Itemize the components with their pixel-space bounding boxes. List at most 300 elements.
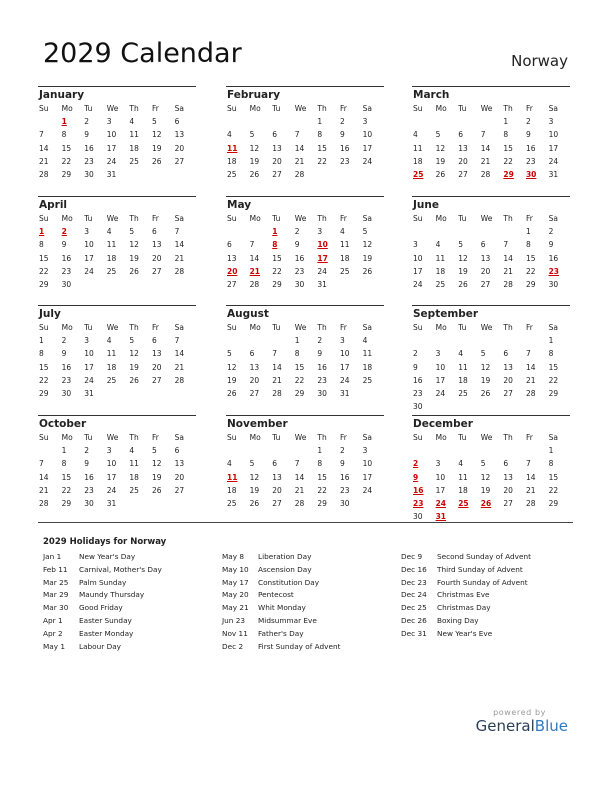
day-cell: 8	[61, 459, 67, 469]
weekday-header: Tu	[84, 104, 93, 113]
day-cell: 26	[435, 169, 446, 179]
weekday-header: Mo	[435, 104, 447, 113]
day-cell: 25	[129, 156, 139, 166]
holiday-day-cell: 25	[458, 498, 469, 508]
day-cell: 21	[525, 485, 536, 495]
weekday-header: Sa	[174, 214, 184, 223]
holiday-row	[222, 564, 340, 577]
day-cell: 17	[339, 362, 350, 372]
day-cell: 24	[317, 266, 327, 276]
day-cell: 26	[362, 266, 373, 276]
holiday-date: Jun 23	[222, 615, 246, 625]
weekday-header: Sa	[548, 323, 558, 332]
weekday-header: Su	[413, 214, 423, 223]
holiday-row	[222, 641, 340, 654]
holiday-name: Father's Day	[258, 628, 304, 638]
holiday-date: Nov 11	[222, 628, 248, 638]
holiday-row	[222, 615, 340, 628]
day-cell: 22	[548, 375, 559, 385]
holiday-row	[401, 615, 531, 628]
holiday-date: Apr 1	[43, 615, 63, 625]
month-may	[226, 196, 384, 291]
day-cell: 18	[362, 362, 373, 372]
weekday-header: We	[294, 214, 307, 223]
empty-cell	[294, 444, 317, 457]
day-cell: 27	[272, 498, 282, 508]
day-cell: 12	[129, 240, 139, 250]
day-cell: 17	[362, 143, 373, 153]
day-cell: 29	[317, 498, 327, 508]
day-cell: 13	[272, 143, 282, 153]
day-cell: 5	[480, 459, 486, 469]
holiday-row	[222, 628, 340, 641]
holiday-day-cell: 8	[272, 240, 278, 250]
day-cell: 7	[249, 240, 255, 250]
day-cell: 17	[435, 375, 446, 385]
day-cell: 16	[525, 143, 536, 153]
weekday-header: Th	[317, 433, 327, 442]
day-cell: 9	[61, 240, 67, 250]
holiday-date: May 10	[222, 564, 249, 574]
empty-cell	[525, 334, 548, 347]
holiday-day-cell: 26	[480, 498, 492, 508]
empty-cell	[435, 334, 458, 347]
weekday-header: Tu	[84, 323, 93, 332]
weekday-header: Tu	[458, 323, 467, 332]
day-cell: 17	[106, 472, 117, 482]
weekday-header: Tu	[458, 104, 467, 113]
day-cell: 30	[548, 279, 559, 289]
day-cell: 21	[525, 375, 536, 385]
month-name: December	[413, 418, 473, 430]
holiday-row	[401, 577, 531, 590]
holiday-name: First Sunday of Advent	[258, 641, 341, 651]
day-cell: 28	[272, 388, 282, 398]
day-cell: 26	[151, 156, 162, 166]
day-cell: 26	[227, 388, 237, 398]
day-cell: 25	[227, 498, 237, 508]
day-cell: 3	[317, 227, 323, 237]
weekday-header: Sa	[362, 323, 372, 332]
day-cell: 22	[294, 375, 305, 385]
day-cell: 10	[106, 130, 117, 140]
weekday-header: Su	[413, 104, 423, 113]
weekday-header: Fr	[525, 104, 533, 113]
day-cell: 21	[39, 485, 49, 495]
day-cell: 17	[435, 485, 446, 495]
holiday-date: Mar 25	[43, 577, 69, 587]
day-cell: 28	[294, 498, 305, 508]
day-cell: 5	[249, 459, 255, 469]
day-cell: 4	[227, 459, 232, 469]
day-cell: 21	[39, 156, 49, 166]
month-rule	[38, 86, 196, 87]
weekday-header: Mo	[61, 104, 73, 113]
weekday-header: Su	[227, 433, 237, 442]
day-cell: 2	[413, 349, 418, 359]
day-cell: 24	[84, 266, 94, 276]
day-cell: 16	[61, 362, 72, 372]
day-cell: 11	[435, 253, 446, 263]
day-cell: 28	[39, 498, 49, 508]
holiday-date: Mar 30	[43, 603, 69, 613]
day-cell: 31	[548, 169, 559, 179]
day-cell: 5	[129, 227, 135, 237]
day-cell: 3	[106, 446, 112, 456]
holiday-name: Pentecost	[258, 590, 294, 600]
month-rule	[412, 305, 570, 306]
day-cell: 3	[84, 227, 89, 237]
day-cell: 11	[106, 240, 117, 250]
holiday-row	[222, 589, 340, 602]
empty-cell	[249, 115, 272, 128]
day-cell: 15	[525, 253, 536, 263]
weekday-header: Th	[129, 214, 139, 223]
weekday-header: Fr	[339, 323, 347, 332]
holiday-day-cell: 16	[413, 485, 424, 495]
day-cell: 16	[317, 362, 327, 372]
holiday-row	[401, 628, 531, 641]
day-cell: 24	[362, 156, 373, 166]
day-cell: 4	[435, 240, 441, 250]
day-cell: 5	[362, 227, 368, 237]
day-cell: 17	[84, 362, 94, 372]
empty-cell	[435, 225, 458, 238]
holiday-day-cell: 17	[317, 253, 328, 263]
day-cell: 21	[174, 362, 185, 372]
month-november	[226, 415, 384, 510]
weekday-header: We	[106, 433, 119, 442]
empty-cell	[525, 444, 548, 457]
day-cell: 6	[174, 446, 180, 456]
holiday-date: Dec 25	[401, 603, 427, 613]
day-cell: 11	[413, 143, 423, 153]
day-cell: 23	[61, 375, 72, 385]
weekday-header: Th	[317, 214, 327, 223]
holiday-name: Christmas Day	[437, 603, 491, 613]
weekday-header: Su	[39, 323, 49, 332]
weekday-header: Sa	[362, 104, 372, 113]
empty-cell	[502, 334, 525, 347]
day-cell: 19	[362, 253, 373, 263]
weekday-header: We	[294, 104, 307, 113]
month-grid	[38, 102, 196, 181]
day-cell: 19	[129, 362, 139, 372]
day-cell: 15	[317, 143, 327, 153]
month-february	[226, 86, 384, 181]
day-cell: 8	[503, 130, 509, 140]
month-name: June	[413, 199, 439, 211]
weekday-header: Th	[317, 323, 327, 332]
day-cell: 14	[480, 143, 491, 153]
month-name: November	[227, 418, 288, 430]
day-cell: 30	[339, 498, 350, 508]
weekday-header: Su	[39, 433, 49, 442]
weekday-header: Fr	[339, 433, 347, 442]
weekday-header: Th	[129, 104, 139, 113]
day-cell: 3	[339, 336, 345, 346]
holiday-row	[43, 628, 162, 641]
month-september	[412, 305, 570, 413]
day-cell: 21	[272, 375, 282, 385]
day-cell: 31	[339, 388, 350, 398]
day-cell: 15	[61, 143, 72, 153]
holiday-row	[43, 641, 162, 654]
empty-cell	[502, 225, 525, 238]
holiday-date: Jan 1	[43, 552, 62, 561]
empty-cell	[480, 115, 503, 128]
holiday-day-cell: 20	[227, 266, 238, 276]
day-cell: 18	[129, 143, 139, 153]
holiday-column	[222, 551, 340, 653]
day-cell: 1	[503, 117, 509, 127]
day-cell: 22	[503, 156, 513, 166]
weekday-header: Su	[227, 104, 237, 113]
weekday-header: Fr	[151, 214, 159, 223]
day-cell: 23	[84, 156, 94, 166]
day-cell: 4	[129, 446, 135, 456]
month-october	[38, 415, 196, 510]
holiday-name: Palm Sunday	[79, 577, 127, 587]
day-cell: 24	[548, 156, 559, 166]
holiday-row	[43, 615, 162, 628]
holiday-day-cell: 29	[503, 169, 514, 179]
day-cell: 27	[503, 388, 513, 398]
month-rule	[38, 415, 196, 416]
day-cell: 24	[435, 388, 446, 398]
day-cell: 15	[61, 472, 72, 482]
day-cell: 17	[413, 266, 423, 276]
weekday-header: We	[480, 433, 493, 442]
day-cell: 8	[317, 459, 323, 469]
weekday-header: Th	[503, 323, 513, 332]
day-cell: 12	[151, 130, 162, 140]
day-cell: 13	[151, 349, 162, 359]
holiday-name: Whit Monday	[258, 603, 306, 613]
day-cell: 14	[39, 143, 49, 153]
day-cell: 9	[294, 240, 300, 250]
holiday-day-cell: 1	[272, 227, 278, 237]
weekday-header: Th	[317, 104, 327, 113]
day-cell: 13	[480, 253, 491, 263]
weekday-header: Fr	[525, 323, 533, 332]
day-cell: 24	[413, 279, 423, 289]
day-cell: 4	[339, 227, 345, 237]
holiday-date: Dec 24	[401, 590, 427, 600]
month-name: October	[39, 418, 87, 430]
day-cell: 20	[480, 266, 491, 276]
holiday-date: Apr 2	[43, 628, 63, 638]
month-grid	[38, 431, 196, 510]
day-cell: 8	[548, 349, 554, 359]
weekday-header: Sa	[362, 214, 372, 223]
day-cell: 23	[317, 375, 327, 385]
month-rule	[226, 196, 384, 197]
empty-cell	[249, 444, 272, 457]
day-cell: 25	[339, 266, 350, 276]
day-cell: 28	[525, 388, 536, 398]
holiday-row	[401, 602, 531, 615]
holiday-day-cell: 2	[413, 459, 419, 469]
day-cell: 31	[106, 498, 117, 508]
day-cell: 27	[174, 156, 185, 166]
day-cell: 28	[174, 266, 185, 276]
holiday-name: Labour Day	[79, 641, 121, 651]
day-cell: 4	[129, 117, 135, 127]
holiday-date: Mar 29	[43, 590, 69, 600]
day-cell: 15	[548, 362, 559, 372]
day-cell: 5	[435, 130, 441, 140]
day-cell: 13	[249, 362, 260, 372]
month-rule	[412, 86, 570, 87]
day-cell: 13	[272, 472, 282, 482]
weekday-header: Mo	[435, 214, 447, 223]
day-cell: 23	[339, 156, 350, 166]
day-cell: 17	[362, 472, 373, 482]
day-cell: 6	[503, 349, 509, 359]
day-cell: 8	[525, 240, 531, 250]
month-grid	[226, 102, 384, 181]
day-cell: 4	[227, 130, 232, 140]
holidays-title: 2029 Holidays for Norway	[43, 537, 167, 547]
day-cell: 9	[339, 130, 345, 140]
brand-name	[476, 717, 568, 735]
day-cell: 3	[362, 117, 368, 127]
day-cell: 10	[435, 362, 446, 372]
empty-cell	[271, 115, 294, 128]
weekday-header: We	[294, 323, 307, 332]
day-cell: 14	[39, 472, 49, 482]
weekday-header: Su	[39, 214, 49, 223]
day-cell: 18	[458, 375, 468, 385]
holiday-day-cell: 30	[525, 169, 537, 179]
day-cell: 31	[317, 279, 327, 289]
holiday-name: Easter Monday	[79, 628, 134, 638]
day-cell: 10	[362, 459, 373, 469]
day-cell: 8	[39, 240, 44, 250]
day-cell: 6	[174, 117, 180, 127]
day-cell: 12	[458, 253, 468, 263]
weekday-header: Sa	[548, 433, 558, 442]
day-cell: 22	[272, 266, 282, 276]
day-cell: 14	[272, 362, 282, 372]
day-cell: 5	[151, 117, 157, 127]
empty-cell	[226, 115, 249, 128]
day-cell: 10	[435, 472, 446, 482]
day-cell: 30	[61, 388, 72, 398]
holiday-name: Second Sunday of Advent	[437, 552, 531, 561]
weekday-header: We	[480, 214, 493, 223]
empty-cell	[271, 334, 294, 347]
day-cell: 18	[435, 266, 446, 276]
month-grid	[226, 431, 384, 510]
holiday-row	[43, 602, 162, 615]
day-cell: 22	[39, 375, 49, 385]
day-cell: 12	[249, 472, 260, 482]
holiday-row	[222, 602, 340, 615]
day-cell: 26	[249, 498, 260, 508]
day-cell: 31	[106, 169, 117, 179]
day-cell: 6	[151, 227, 157, 237]
day-cell: 22	[548, 485, 559, 495]
day-cell: 19	[249, 156, 260, 166]
day-cell: 14	[294, 143, 305, 153]
weekday-header: Su	[227, 214, 237, 223]
day-cell: 22	[61, 156, 72, 166]
holiday-date: May 8	[222, 552, 245, 561]
month-grid	[38, 321, 196, 400]
day-cell: 26	[480, 388, 491, 398]
day-cell: 21	[480, 156, 491, 166]
day-cell: 23	[294, 266, 305, 276]
day-cell: 4	[106, 227, 112, 237]
weekday-header: Mo	[249, 214, 261, 223]
day-cell: 16	[339, 472, 350, 482]
day-cell: 16	[84, 472, 94, 482]
month-june	[412, 196, 570, 291]
holiday-day-cell: 11	[227, 472, 238, 482]
day-cell: 18	[413, 156, 423, 166]
day-cell: 10	[362, 130, 373, 140]
day-cell: 26	[129, 266, 139, 276]
holiday-day-cell: 21	[249, 266, 261, 276]
weekday-header: Mo	[61, 323, 73, 332]
day-cell: 16	[84, 143, 94, 153]
day-cell: 2	[317, 336, 323, 346]
day-cell: 6	[272, 459, 277, 469]
weekday-header: Th	[129, 433, 139, 442]
day-cell: 5	[480, 349, 486, 359]
weekday-header: Th	[503, 214, 513, 223]
empty-cell	[480, 444, 503, 457]
day-cell: 4	[413, 130, 418, 140]
month-grid	[412, 431, 570, 523]
empty-cell	[457, 225, 480, 238]
day-cell: 1	[548, 446, 554, 456]
day-cell: 2	[84, 117, 89, 127]
empty-cell	[480, 334, 503, 347]
weekday-header: We	[294, 433, 307, 442]
day-cell: 25	[362, 375, 373, 385]
powered-by-text: powered by	[493, 708, 546, 717]
day-cell: 21	[294, 156, 305, 166]
holiday-date: May 17	[222, 577, 249, 587]
weekday-header: Mo	[61, 433, 73, 442]
day-cell: 19	[151, 143, 162, 153]
day-cell: 6	[503, 459, 509, 469]
day-cell: 15	[548, 472, 559, 482]
day-cell: 7	[294, 459, 300, 469]
day-cell: 20	[458, 156, 468, 166]
day-cell: 29	[525, 279, 536, 289]
holiday-date: Dec 9	[401, 552, 423, 561]
holiday-date: Dec 16	[401, 564, 427, 574]
day-cell: 28	[39, 169, 49, 179]
holiday-name: Third Sunday of Advent	[437, 564, 523, 574]
day-cell: 14	[294, 472, 305, 482]
holiday-row	[401, 551, 531, 564]
day-cell: 30	[294, 279, 305, 289]
day-cell: 14	[525, 362, 536, 372]
weekday-header: Th	[503, 433, 513, 442]
weekday-header: Th	[503, 104, 513, 113]
day-cell: 19	[458, 266, 468, 276]
day-cell: 24	[106, 485, 117, 495]
day-cell: 29	[548, 498, 559, 508]
day-cell: 17	[84, 253, 94, 263]
month-name: April	[39, 199, 68, 211]
day-cell: 16	[61, 253, 72, 263]
